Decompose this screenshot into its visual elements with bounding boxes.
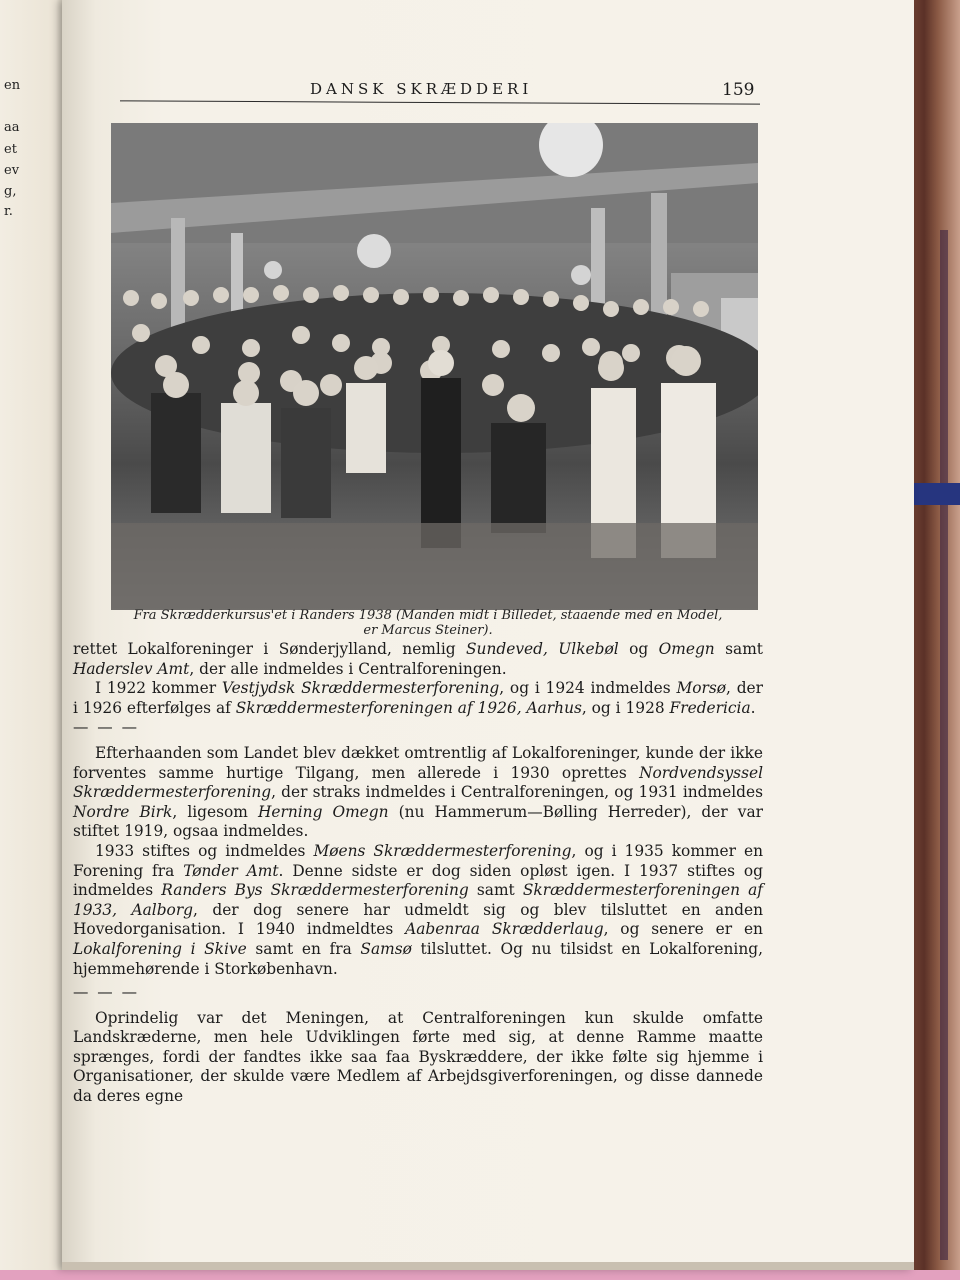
association-name: Møens Skræddermesterforening bbox=[313, 841, 572, 860]
paragraph-2 bbox=[73, 679, 763, 718]
text-run: tilsluttet. Og nu tilsidst en Lokalforening, hjemmehørende i Storkøbenhavn. bbox=[73, 939, 763, 978]
text-run: samt bbox=[714, 640, 763, 658]
paragraph-4 bbox=[73, 842, 763, 979]
left-page-fragment: et bbox=[4, 142, 17, 157]
text-run: , ligesom bbox=[172, 802, 258, 821]
text-run: I 1922 kommer bbox=[95, 679, 222, 698]
text-run: og bbox=[618, 640, 659, 658]
section-separator: — — — bbox=[73, 983, 139, 1002]
text-run: , og i 1928 bbox=[581, 698, 670, 717]
text-run: . bbox=[750, 698, 756, 717]
text-run: , og i 1935 kommer en Forening fra bbox=[73, 841, 764, 880]
place-name: Herning Omegn bbox=[257, 802, 389, 821]
text-run: (nu Hammerum—Bølling Herreder), der var stiftet 1919, ogsaa indmeldes. bbox=[73, 802, 763, 841]
association-name: Nordvendsyssel Skræddermesterforening bbox=[73, 763, 763, 802]
text-run: samt en fra bbox=[246, 939, 361, 958]
photograph-illustration bbox=[111, 123, 758, 610]
place-name: Morsø bbox=[676, 679, 727, 698]
text-run: samt bbox=[468, 881, 523, 900]
text-run: , der straks indmeldes i Centralforeningen, og 1931 indmeldes bbox=[271, 783, 763, 802]
caption-line-1: Fra Skrædderkursus'et i Randers 1938 (Manden midt i Billedet, staaende med en Model, bbox=[133, 608, 723, 623]
place-name: Tønder Amt bbox=[183, 861, 279, 880]
association-name: Lokalforening i Skive bbox=[73, 939, 247, 958]
book-cover-stripe bbox=[940, 230, 948, 1260]
text-run: 1933 stiftes og indmeldes bbox=[95, 841, 314, 860]
text-run: , og senere er en bbox=[603, 920, 763, 939]
running-header: DANSK SKRÆDDERI bbox=[310, 80, 533, 98]
left-page-fragment: ev bbox=[4, 163, 20, 178]
place-name: Haderslev Amt bbox=[73, 659, 190, 678]
section-separator: — — — bbox=[73, 718, 139, 737]
text-run: , og i 1924 indmeldes bbox=[499, 679, 677, 698]
text-run: , der i 1926 efterfølges af bbox=[73, 679, 764, 717]
page-number: 159 bbox=[722, 80, 755, 100]
left-page-fragment: en bbox=[4, 78, 21, 93]
text-run: Oprindelig var det Meningen, at Centralforeningen kun skulde omfatte Landskræderne, men hele Udviklingen førte med sig, at denne Ramme maatte sprænges, fordi der fandtes ikke saa faa Byskræddere, der ikke følte sig hjemme i Organisationer, der skulde være Medlem af Arbejdsgiverforeningen, og disse dannede da deres egne bbox=[73, 1008, 763, 1106]
paragraph-5 bbox=[73, 1009, 763, 1107]
place-name: Fredericia bbox=[669, 698, 751, 717]
association-name: Randers Bys Skræddermesterforening bbox=[161, 881, 469, 900]
text-run: . Denne sidste er dog siden opløst igen. I 1937 stiftes og indmeldes bbox=[73, 861, 763, 900]
association-name: Aabenraa Skrædderlaug bbox=[405, 920, 604, 939]
caption-line-2: er Marcus Steiner). bbox=[363, 623, 493, 638]
group-photograph bbox=[111, 123, 758, 610]
place-name: Nordre Birk bbox=[73, 802, 173, 821]
paragraph-3 bbox=[73, 744, 763, 842]
association-name: Vestjydsk Skræddermesterforening bbox=[221, 679, 500, 698]
left-page-fragment: r. bbox=[4, 204, 13, 219]
association-name: Skræddermesterforeningen af 1933, Aalborg bbox=[73, 881, 763, 919]
page-edge bbox=[62, 1262, 914, 1270]
left-page bbox=[0, 0, 70, 1270]
text-run: , der alle indmeldes i Centralforeningen. bbox=[189, 659, 507, 678]
paragraph-1 bbox=[73, 640, 763, 679]
text-run: , der dog senere har udmeldt sig og blev tilsluttet en anden Hovedorganisation. I 1940 indmeldtes bbox=[73, 900, 763, 939]
left-page-fragment: g, bbox=[4, 184, 17, 199]
text-run: rettet Lokalforeninger i Sønderjylland, nemlig bbox=[73, 640, 467, 658]
photo-caption bbox=[128, 608, 728, 638]
body-text bbox=[73, 640, 763, 1107]
text-run: Efterhaanden som Landet blev dækket omtrentlig af Lokalforeninger, kunde der ikke forventes samme hurtige Tilgang, men allerede i 1930 oprettes bbox=[73, 743, 763, 782]
association-name: Skræddermesterforeningen af 1926, Aarhus bbox=[235, 698, 582, 717]
place-name: Sundeved, Ulkebøl bbox=[466, 640, 619, 658]
left-page-fragment: aa bbox=[4, 120, 20, 135]
place-name: Samsø bbox=[360, 939, 412, 958]
place-name: Omegn bbox=[658, 640, 715, 658]
